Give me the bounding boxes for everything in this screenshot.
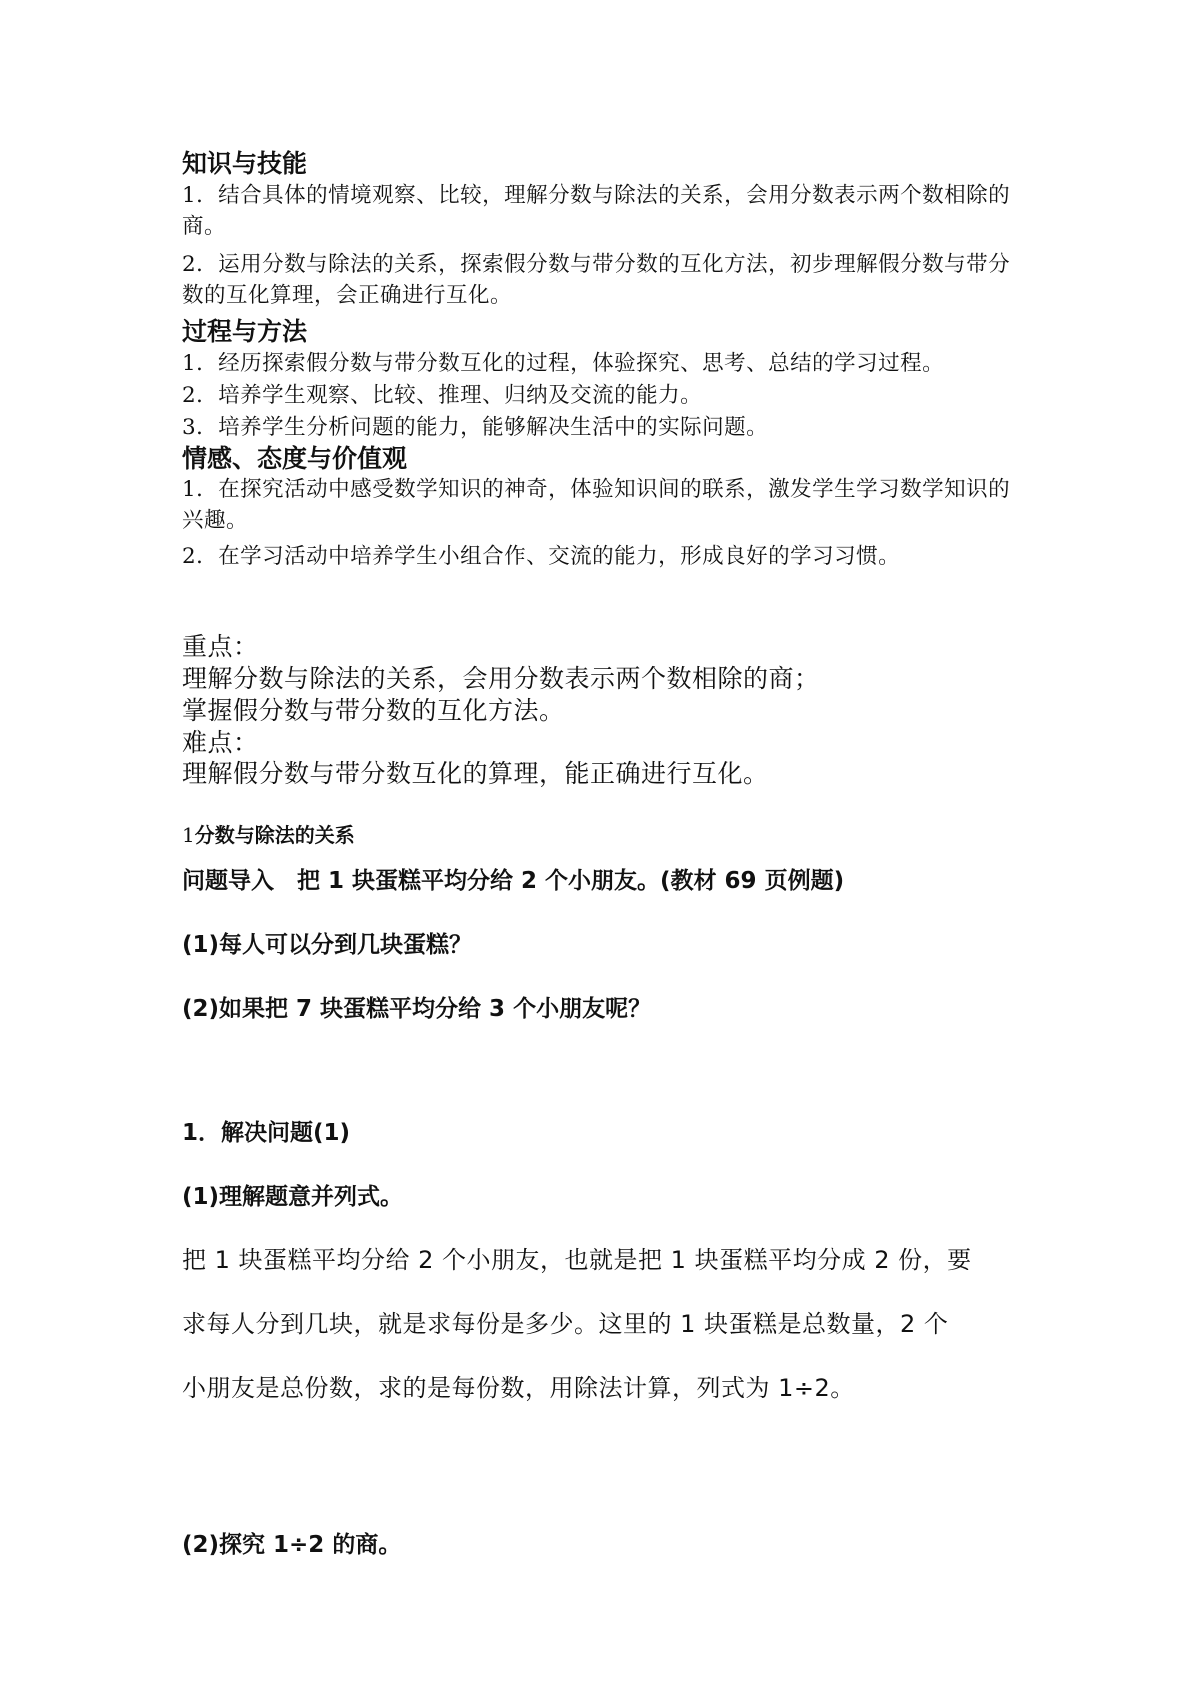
process-item-2: 2．培养学生观察、比较、推理、归纳及交流的能力。 [182, 383, 703, 408]
sub-step-2-title: (2)探究 1÷2 的商。 [182, 1532, 402, 1558]
knowledge-skills-heading: 知识与技能 [182, 149, 308, 178]
process-item-1: 1．经历探索假分数与带分数互化的过程，体验探究、思考、总结的学习过程。 [182, 351, 945, 376]
key-point-line-2: 掌握假分数与带分数的互化方法。 [182, 696, 565, 725]
question-1: (1)每人可以分到几块蛋糕？ [182, 932, 473, 958]
knowledge-item-1: 1．结合具体的情境观察、比较，理解分数与除法的关系，会用分数表示两个数相除的商。 [182, 183, 1011, 239]
step-1-title: 1．解决问题(1) [182, 1120, 351, 1146]
section-title-text: 分数与除法的关系 [194, 823, 355, 847]
question-2: (2)如果把 7 块蛋糕平均分给 3 个小朋友呢？ [182, 996, 652, 1022]
key-points-label: 重点： [182, 632, 259, 661]
explanation-line-2: 求每人分到几块，就是求每份是多少。这里的 1 块蛋糕是总数量，2 个 [182, 1310, 949, 1338]
process-item-3: 3．培养学生分析问题的能力，能够解决生活中的实际问题。 [182, 415, 769, 440]
attitude-item-2: 2．在学习活动中培养学生小组合作、交流的能力，形成良好的学习习惯。 [182, 544, 901, 569]
sub-step-1-title: (1)理解题意并列式。 [182, 1184, 404, 1210]
problem-intro: 问题导入 把 1 块蛋糕平均分给 2 个小朋友。(教材 69 页例题) [182, 868, 845, 894]
difficulty-label: 难点： [182, 728, 259, 757]
attitude-item-1: 1．在探究活动中感受数学知识的神奇，体验知识间的联系，激发学生学习数学知识的兴趣。 [182, 477, 1011, 533]
key-point-line-1: 理解分数与除法的关系，会用分数表示两个数相除的商； [182, 664, 820, 693]
difficulty-line-1: 理解假分数与带分数互化的算理，能正确进行互化。 [182, 759, 769, 788]
explanation-line-1: 把 1 块蛋糕平均分给 2 个小朋友，也就是把 1 块蛋糕平均分成 2 份，要 [182, 1246, 972, 1274]
explanation-line-3: 小朋友是总份数，求的是每份数，用除法计算，列式为 1÷2。 [182, 1374, 855, 1402]
knowledge-item-2: 2．运用分数与除法的关系，探索假分数与带分数的互化方法，初步理解假分数与带分数的互化算理，会正确进行互化。 [182, 252, 1011, 308]
process-methods-heading: 过程与方法 [182, 317, 308, 346]
section-number: 1 [182, 823, 195, 847]
section-title [182, 822, 1022, 848]
attitude-values-heading: 情感、态度与价值观 [182, 444, 408, 473]
